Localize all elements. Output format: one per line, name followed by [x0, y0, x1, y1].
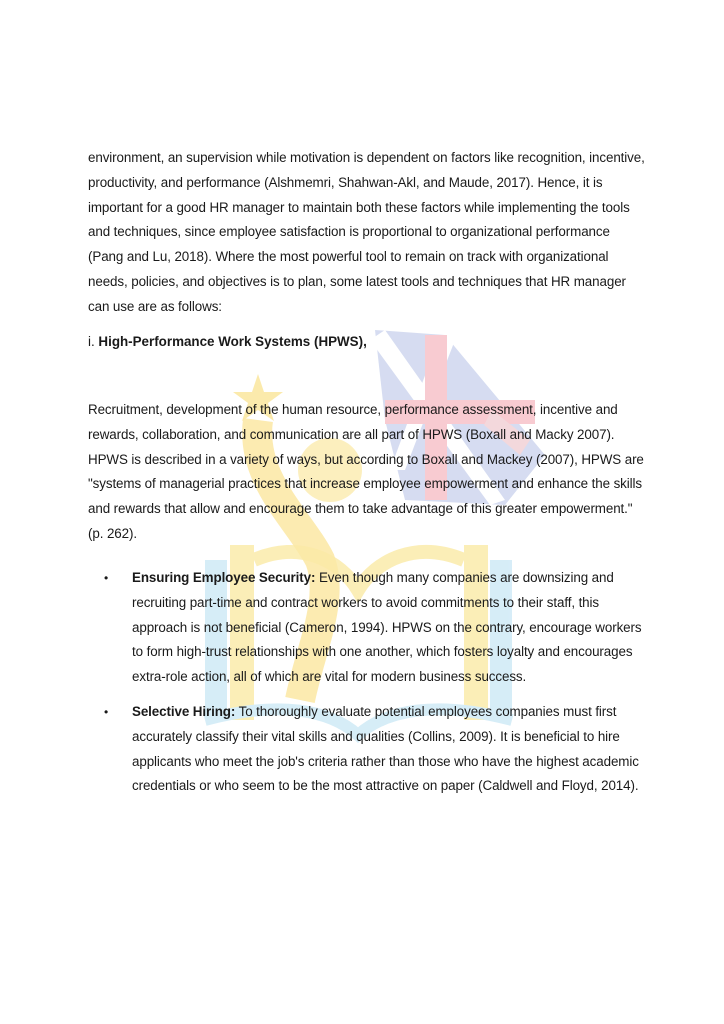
bullet-term: Selective Hiring: [132, 703, 236, 719]
bullet-term: Ensuring Employee Security: [132, 570, 316, 585]
bullet-list [88, 566, 648, 799]
bullet-text: Even though many companies are downsizing and recruiting part-time and contract workers to avoid commitments to their staff, this approach is not beneficial (Cameron, 1994). HPWS on the contrary, encourage workers to form high-trust relationships with one another, which fosters loyalty and encourages extra-role action, all of which are vital for modern business success. [132, 570, 642, 685]
section-numeral: i. [88, 334, 99, 349]
list-item [88, 566, 648, 690]
list-item [88, 700, 648, 799]
section-title: High-Performance Work Systems (HPWS), [98, 334, 367, 349]
intro-paragraph: environment, an supervision while motivation is dependent on factors like recognition, incentive, productivity, and performance (Alshmemri, Shahwan-Akl, and Maude, 2017). Hence, it is important for a good HR manager to maintain both these factors while implementing the tools and techniques, since employee satisfaction is proportional to organizational performance (Pang and Lu, 2018). Where the most powerful tool to remain on track with organizational needs, policies, and objectives is to plan, some latest tools and techniques that HR manager can use are as follows: [88, 150, 645, 314]
bullet-text: To thoroughly evaluate potential employees companies must first accurately classify their vital skills and qualities (Collins, 2009). It is beneficial to hire applicants who meet the job's criteria rather than those who have the highest academic credentials or who seem to be the most attractive on paper (Caldwell and Floyd, 2014). [132, 703, 639, 794]
section-heading [88, 330, 367, 354]
hpws-paragraph: Recruitment, development of the human resource, performance assessment, incentive and rewards, collaboration, and communication are all part of HPWS (Boxall and Macky 2007). HPWS is described in a variety of ways, but according to Boxall and Mackey (2007), HPWS are "systems of managerial practices that increase employee empowerment and enhance the skills and rewards that allow and encourage them to take advantage of this greater empowerment." (p. 262). [88, 402, 644, 541]
bullet-icon: • [104, 571, 109, 585]
bullet-icon: • [104, 704, 109, 719]
